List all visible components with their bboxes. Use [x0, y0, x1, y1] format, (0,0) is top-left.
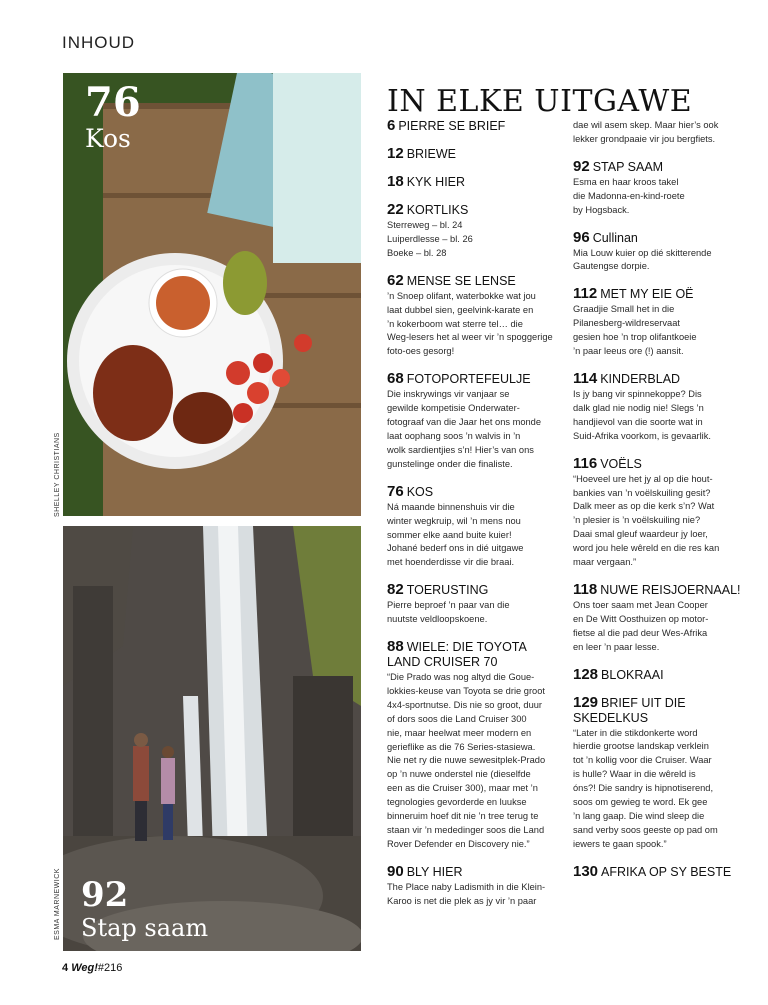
toc-entry-description [387, 219, 559, 261]
toc-entry-line: laat dubbel sien, geelvink-karate en [387, 304, 534, 315]
toc-entry[interactable] [573, 286, 745, 359]
toc-entry-description [573, 176, 745, 218]
toc-entry-line: Mia Louw kuier op dié skitterende [573, 247, 712, 258]
toc-entry[interactable] [573, 230, 745, 275]
toc-entry-line: Pierre beproef ’n paar van die [387, 600, 510, 611]
toc-entry-page-number: 92 [573, 157, 590, 175]
toc-entry-title: KORTLIKS [406, 203, 469, 217]
toc-entry-line: ’n kokerboom wat sterre tel… die [387, 318, 523, 329]
toc-entry-line: die Madonna-en-kind-roete [573, 190, 685, 201]
toc-entry-line: gunstelinge onder die finaliste. [387, 458, 513, 469]
toc-entry-heading [573, 582, 745, 598]
toc-entry-title: VOËLS [600, 456, 642, 471]
toc-entry-title: MET MY EIE OË [600, 287, 694, 302]
photo-number-bottom: 92 [81, 875, 129, 915]
section-label: INHOUD [62, 33, 136, 52]
toc-entry-line: dalk glad nie nodig nie! Slegs ’n [573, 402, 704, 413]
toc-entry-line: Ons toer saam met Jean Cooper [573, 599, 708, 610]
toc-entry-description [387, 501, 559, 571]
toc-entry-heading [573, 230, 745, 246]
photo-number-top: 76 [85, 79, 141, 126]
contents-column-left [387, 118, 559, 921]
toc-entry-line: Esma en haar kroos takel [573, 176, 679, 187]
toc-entry-line: hierdie grootse landskap verklein [573, 741, 709, 752]
toc-entry-description [387, 599, 559, 627]
toc-entry-heading [573, 667, 745, 683]
toc-entry-heading [387, 202, 559, 218]
toc-entry-line: óns?! Die sandry is hipnotiserend, [573, 783, 714, 794]
toc-entry-line: lekker grondpaaie vir jou bergfiets. [573, 133, 716, 144]
toc-entry-line: “Later in die stikdonkerte word [573, 727, 698, 738]
toc-entry-page-number: 88 [387, 638, 404, 656]
toc-entry-description [387, 671, 559, 852]
toc-entry[interactable] [573, 864, 745, 880]
photo-caption-top: Kos [85, 124, 131, 153]
toc-entry-heading [387, 118, 559, 134]
toc-entry[interactable] [387, 118, 559, 134]
toc-entry-line: foto-oes gesorg! [387, 346, 455, 357]
toc-entry-line: The Place naby Ladismith in die Klein- [387, 881, 546, 892]
toc-entry-heading [573, 371, 745, 387]
toc-entry-line: maar vergaan.” [573, 557, 637, 568]
toc-entry-page-number: 118 [573, 580, 598, 598]
toc-entry-line: sand verby soos geeste op pad om [573, 824, 718, 835]
toc-entry-line: fietse al die pad deur Wes-Afrika [573, 627, 708, 638]
toc-entry[interactable] [387, 371, 559, 471]
photo-credit-top: SHELLEY CHRISTIANS [54, 432, 61, 517]
toc-entry-title: KOS [406, 484, 434, 499]
toc-entry-title: KINDERBLAD [600, 371, 681, 386]
toc-entry-line: dae wil asem skep. Maar hier’s ook [573, 120, 719, 130]
toc-entry-heading [573, 159, 745, 175]
photo-credit-bottom: ESMA MARNEWICK [54, 868, 61, 940]
toc-entry-description [573, 473, 745, 570]
toc-entry-line: bankies van ’n voëlskuiling gesit? [573, 487, 711, 498]
toc-entry-page-number: 90 [387, 862, 404, 880]
toc-entry-line: iewers te gaan spook.” [573, 838, 667, 849]
toc-entry[interactable] [387, 146, 559, 162]
toc-entry[interactable] [387, 639, 559, 852]
toc-entry-line: tegnologies gevorderde en luukse [387, 797, 527, 808]
toc-entry-line: staan vir ’n mededinger soos die Land [387, 825, 545, 835]
toc-entry-line: gesien hoe ’n trop olifantkoeie [573, 332, 697, 343]
toc-entry-description [573, 247, 745, 275]
toc-entry-line: Dalk meer as op die kerk s’n? Wat [573, 501, 715, 512]
toc-entry-line: een as die Cruiser 300), maar met ’n [387, 783, 538, 794]
toc-entry-page-number: 130 [573, 862, 599, 880]
toc-entry-page-number: 116 [573, 454, 598, 472]
toc-entry-line: ’n paar leeus ore (!) aansit. [573, 346, 684, 357]
toc-entry-description [573, 119, 745, 147]
toc-entry-line: Weg-lesers het al weer vir ’n spoggerige [387, 332, 553, 343]
toc-entry-page-number: 18 [387, 173, 404, 190]
toc-entry-page-number: 96 [573, 228, 590, 246]
toc-entry-description [573, 599, 745, 655]
toc-entry-line: wolk sardientjies s’n! Hier’s van ons [387, 444, 534, 455]
toc-entry-heading [387, 864, 559, 880]
toc-entry-line: gerieflike as die 76 Series-stasiewa. [387, 741, 536, 752]
toc-entry[interactable] [387, 273, 559, 360]
toc-entry-line: Is jy bang vir spinnekoppe? Dis [573, 388, 702, 399]
toc-entry-title: BLOKRAAI [601, 667, 664, 682]
toc-entry-page-number: 112 [573, 285, 598, 303]
toc-entry-title: TOERUSTING [406, 583, 489, 598]
toc-entry-page-number: 22 [387, 201, 404, 218]
toc-entry-line: Rover Defender en Discovery nie.” [387, 838, 530, 849]
toc-entry-heading [573, 456, 745, 472]
page-title: IN ELKE UITGAWE [387, 84, 693, 120]
toc-entry[interactable] [573, 159, 745, 218]
toc-entry-line: ’n lang gaap. Die wind sleep die [573, 811, 705, 821]
toc-entry-heading [387, 639, 559, 670]
page-footer [62, 962, 122, 974]
toc-entry-line: Boeke – bl. 28 [387, 247, 447, 258]
toc-entry-page-number: 82 [387, 581, 404, 599]
toc-entry-title: MENSE SE LENSE [406, 273, 516, 288]
toc-entry[interactable] [573, 695, 745, 852]
toc-entry-description [387, 290, 559, 360]
toc-entry-line: 4x4-sportnutse. Dis nie so groot, duur [387, 699, 543, 710]
toc-entry-heading [387, 146, 559, 162]
toc-entry-line: en De Witt Oosthuizen op motor- [573, 613, 709, 624]
toc-entry-line: gewilde kompetisie Onderwater- [387, 403, 520, 414]
toc-entry[interactable] [387, 864, 559, 909]
toc-entry-description [573, 303, 745, 359]
toc-entry[interactable] [573, 456, 745, 570]
toc-entry-heading [573, 695, 745, 726]
toc-entry-title: AFRIKA OP SY BESTE [601, 864, 732, 879]
brand-name: Weg! [71, 962, 98, 974]
toc-entry[interactable] [387, 174, 559, 190]
toc-entry[interactable] [573, 582, 745, 655]
toc-entry[interactable] [573, 119, 745, 147]
photo-caption-bottom: Stap saam [81, 914, 209, 942]
toc-entry-heading [387, 484, 559, 500]
toc-entry-heading [387, 174, 559, 190]
toc-entry-line: laat oophang soos ’n walvis in ’n [387, 430, 521, 441]
toc-entry-page-number: 62 [387, 271, 404, 289]
toc-entry-line: Die inskrywings vir vanjaar se [387, 389, 510, 400]
toc-entry-line: binneruim hoef dit nie ’n tree terug te [387, 811, 539, 822]
toc-entry-page-number: 12 [387, 145, 404, 162]
toc-entry-title: PIERRE SE BRIEF [398, 119, 506, 133]
toc-entry-title: BRIEWE [406, 147, 456, 161]
toc-entry-page-number: 76 [387, 482, 404, 500]
toc-entry-description [573, 388, 745, 444]
toc-entry-description [387, 388, 559, 471]
toc-entry-line: en leer ’n paar lesse. [573, 641, 660, 652]
toc-entry-line: Graadjie Small het in die [573, 304, 675, 315]
page-number: 4 [62, 962, 69, 974]
toc-entry-line: ’n Snoep olifant, waterbokke wat jou [387, 290, 536, 301]
toc-entry-line: met hoenderdisse vir die braai. [387, 557, 515, 568]
toc-entry-line: fotograaf van die Jaar het ons monde [387, 417, 542, 428]
toc-entry-line: ’n plesier is ’n voëlskuiling nie? [573, 515, 701, 526]
toc-entry-line: Pilanesberg-wildreservaat [573, 318, 680, 329]
toc-entry-line: Johané bederf ons in dié uitgawe [387, 543, 524, 554]
toc-entry-page-number: 114 [573, 369, 598, 387]
toc-entry-line: soos om gewieg te word. Ek gee [573, 797, 708, 808]
toc-entry[interactable] [387, 582, 559, 627]
toc-entry-heading [387, 273, 559, 289]
toc-entry-line: word jou hele wêreld en die res kan [573, 543, 720, 554]
toc-entry-line: of dors soos die Land Cruiser 300 [387, 713, 527, 724]
toc-entry-line: is hulle? Waar in die wêreld is [573, 769, 696, 780]
toc-entry-line: Gautengse dorpie. [573, 261, 650, 272]
toc-entry-page-number: 129 [573, 693, 599, 711]
contents-column-right [573, 118, 745, 892]
toc-entry[interactable] [387, 484, 559, 571]
toc-entry-title: KYK HIER [406, 175, 466, 189]
toc-entry-line: tot ’n kollig voor die Cruiser. Waar [573, 755, 712, 766]
toc-entry-line: lokkies-keuse van Toyota se drie groot [387, 685, 545, 696]
toc-entry-title: WIELE: DIE TOYOTA LAND CRUISER 70 [387, 640, 527, 670]
toc-entry-line: by Hogsback. [573, 204, 630, 215]
toc-entry-line: handjievol van die soorte wat in [573, 416, 703, 427]
toc-entry-title: FOTOPORTEFEULJE [406, 372, 531, 387]
toc-entry[interactable] [387, 202, 559, 261]
toc-entry-line: Ná maande binnenshuis vir die [387, 501, 515, 512]
toc-entry-page-number: 68 [387, 370, 404, 388]
toc-entry-line: nuutste veldloopskoene. [387, 614, 488, 625]
toc-entry-title: Cullinan [592, 230, 638, 245]
toc-entry-heading [573, 864, 745, 880]
toc-entry-line: “Hoeveel ure het jy al op die hout- [573, 473, 713, 484]
toc-entry-heading [387, 371, 559, 387]
toc-entry-line: Luiperdlesse – bl. 26 [387, 233, 473, 244]
toc-entry-page-number: 128 [573, 665, 599, 683]
issue-number: #216 [97, 962, 123, 974]
waterfall-photo [63, 526, 361, 951]
toc-entry-line: sommer elke aand buite kuier! [387, 529, 512, 540]
toc-entry-line: op ’n nuwe onderstel nie (dieselfde [387, 769, 531, 780]
toc-entry-line: Nie net ry die nuwe sewesitplek-Prado [387, 755, 546, 766]
food-photo [63, 73, 361, 516]
toc-entry-description [387, 881, 559, 909]
toc-entry-description [573, 727, 745, 852]
toc-entry-title: BLY HIER [406, 864, 463, 879]
toc-entry-line: “Die Prado was nog altyd die Goue- [387, 672, 535, 683]
toc-entry-line: Karoo is net die plek as jy vir ’n paar [387, 895, 537, 906]
toc-entry-line: Suid-Afrika voorkom, is gevaarlik. [573, 430, 711, 441]
toc-entry-page-number: 6 [387, 117, 396, 134]
toc-entry-line: nie, maar heelwat meer modern en [387, 727, 532, 738]
toc-entry-title: NUWE REISJOERNAAL! [600, 582, 741, 597]
toc-entry-line: Daai smal gleuf waardeur jy loer, [573, 529, 708, 540]
toc-entry-heading [387, 582, 559, 598]
toc-entry[interactable] [573, 371, 745, 444]
toc-entry[interactable] [573, 667, 745, 683]
toc-entry-title: STAP SAAM [592, 159, 664, 174]
toc-entry-line: Sterreweg – bl. 24 [387, 220, 463, 230]
toc-entry-heading [573, 286, 745, 302]
toc-entry-title: BRIEF UIT DIE SKEDELKUS [573, 695, 686, 725]
toc-entry-line: winter wegkruip, wil ’n mens nou [387, 515, 521, 526]
